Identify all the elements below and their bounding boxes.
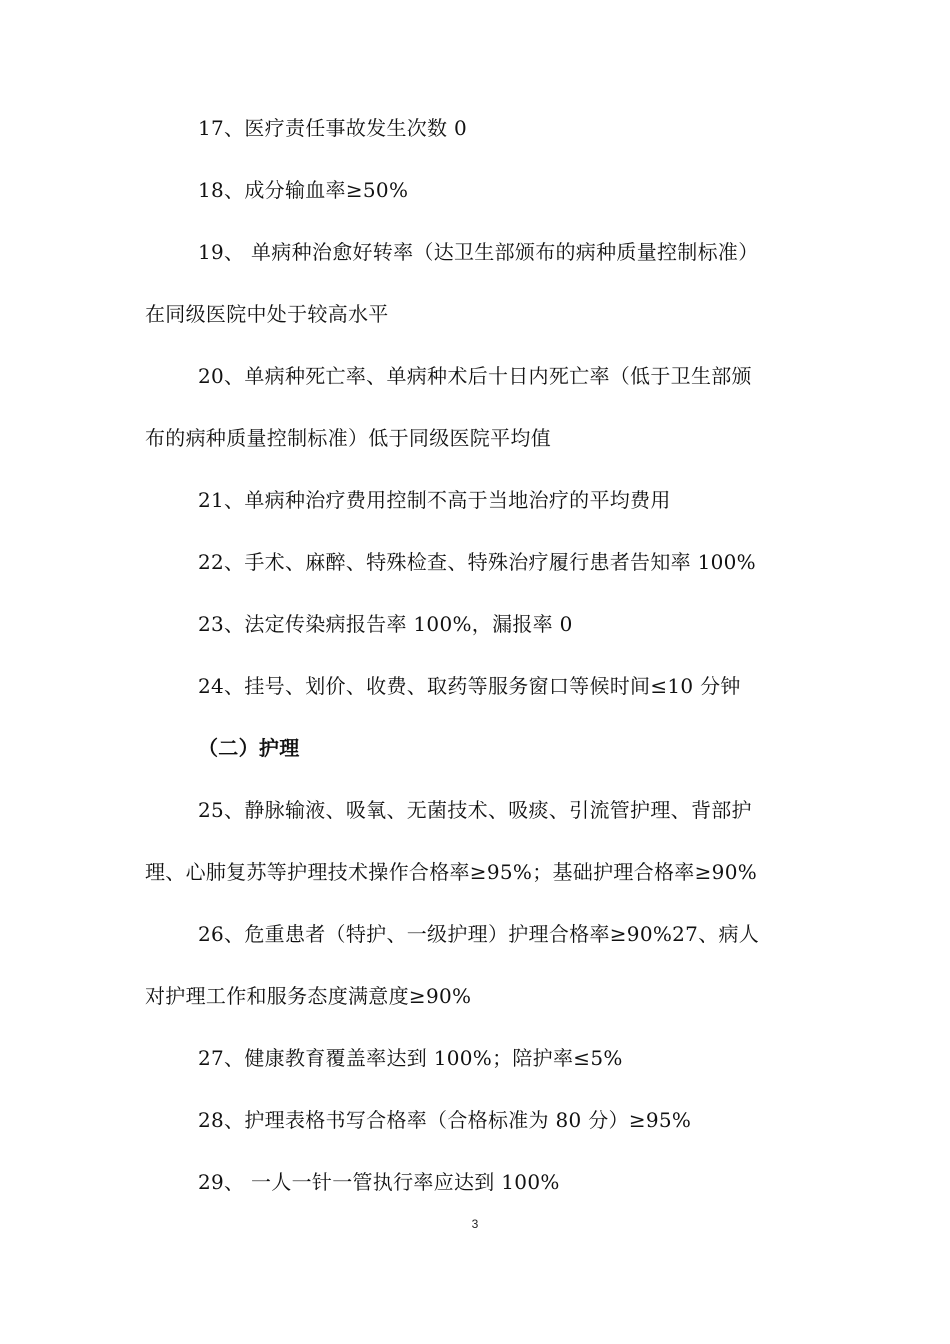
page-number: 3 (471, 1217, 479, 1231)
item-20-line-1: 20、单病种死亡率、单病种术后十日内死亡率（低于卫生部颁 (198, 364, 752, 388)
item-28: 28、护理表格书写合格率（合格标准为 80 分）≥95% (198, 1108, 692, 1132)
section-heading-nursing: （二）护理 (198, 736, 300, 760)
item-29: 29、 一人一针一管执行率应达到 100% (198, 1170, 560, 1194)
item-26-line-2: 对护理工作和服务态度满意度≥90% (145, 984, 472, 1008)
item-20-line-2: 布的病种质量控制标准）低于同级医院平均值 (145, 426, 551, 450)
item-25-line-2: 理、心肺复苏等护理技术操作合格率≥95%；基础护理合格率≥90% (145, 860, 758, 884)
item-21: 21、单病种治疗费用控制不高于当地治疗的平均费用 (198, 488, 671, 512)
item-26-line-1: 26、危重患者（特护、一级护理）护理合格率≥90%27、病人 (198, 922, 760, 946)
item-19-line-1: 19、 单病种治愈好转率（达卫生部颁布的病种质量控制标准） (198, 240, 759, 264)
item-19-line-2: 在同级医院中处于较高水平 (145, 302, 389, 326)
item-24: 24、挂号、划价、收费、取药等服务窗口等候时间≤10 分钟 (198, 674, 741, 698)
item-17: 17、医疗责任事故发生次数 0 (198, 116, 468, 140)
item-23: 23、法定传染病报告率 100%，漏报率 0 (198, 612, 573, 636)
item-27: 27、健康教育覆盖率达到 100%；陪护率≤5% (198, 1046, 623, 1070)
item-25-line-1: 25、静脉输液、吸氧、无菌技术、吸痰、引流管护理、背部护 (198, 798, 752, 822)
item-22: 22、手术、麻醉、特殊检查、特殊治疗履行患者告知率 100% (198, 550, 756, 574)
item-18: 18、成分输血率≥50% (198, 178, 409, 202)
